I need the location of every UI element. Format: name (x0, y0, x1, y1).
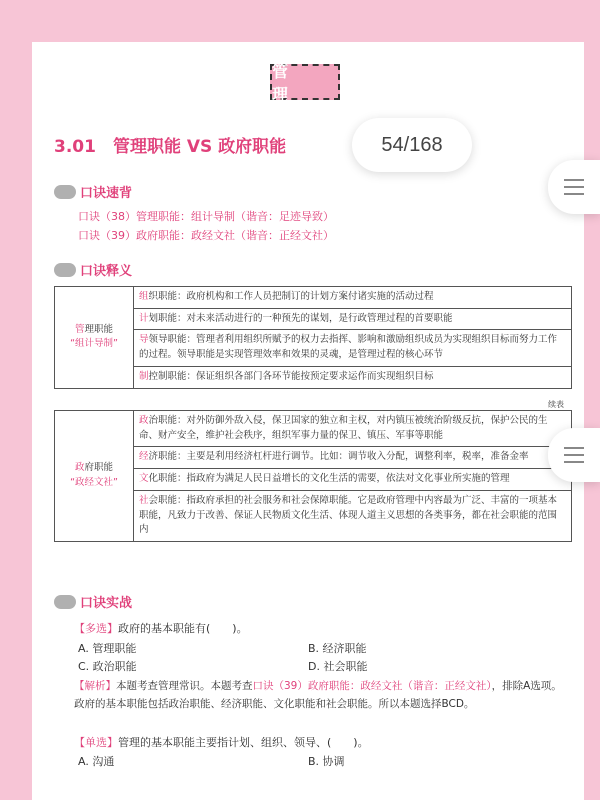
table-row: 经济职能：主要是利用经济杠杆进行调节。比如：调节收入分配，调整利率，税率，准备金率 (134, 447, 572, 469)
option-c: C. 政治职能 (78, 660, 137, 673)
table-row: 计划职能：对未来活动进行的一种预先的谋划，是行政管理过程的首要职能 (134, 308, 572, 330)
option-b: B. 协调 (308, 755, 345, 768)
option-a: A. 管理职能 (78, 642, 137, 655)
chapter-title: 管 理 (270, 64, 340, 100)
table-row: 制控制职能：保证组织各部门各环节能按预定要求运作而实现组织目标 (134, 366, 572, 388)
subhead-practice (54, 592, 132, 611)
continued-label: 续表 (548, 400, 564, 409)
watermark: 知乎 @一路花开 (410, 764, 520, 782)
option-b: B. 经济职能 (308, 642, 367, 655)
hamburger-icon (564, 447, 584, 449)
subhead-practice-label: 口诀实战 (80, 596, 133, 611)
hamburger-icon (564, 179, 584, 181)
table-row: 政治职能：对外防御外敌入侵，保卫国家的独立和主权，对内镇压被统治阶级反抗，保护公民的生命、财产安全，维护社会秩序，组织军事力量的保卫、镇压、军事等职能 (134, 411, 572, 447)
option-a: A. 沟通 (78, 755, 115, 768)
table1-mnemonic: “组计导制” (70, 338, 118, 350)
mascot-icon (54, 595, 76, 609)
menu-button[interactable] (548, 160, 600, 214)
option-d: D. 社会职能 (308, 660, 368, 673)
document-page (32, 42, 584, 800)
subhead-memorize (54, 182, 132, 201)
government-functions-table (54, 410, 572, 542)
menu-button[interactable] (548, 428, 600, 482)
table-row: 文化职能：指政府为满足人民日益增长的文化生活的需要，依法对文化事业所实施的管理 (134, 469, 572, 491)
section-title: 3.01 管理职能 VS 政府职能 (54, 137, 287, 157)
analysis: 【解析】本题考查管理常识。本题考查口诀（39）政府职能：政经文社（谐音：正经文社），排除A选项。政府的基本职能包括政治职能、经济职能、文化职能和社会职能。所以本题选择BCD。 (74, 680, 562, 710)
mascot-icon (54, 185, 76, 199)
question1-stem: 【多选】政府的基本职能有( )。 (74, 622, 248, 635)
mascot-icon (54, 263, 76, 277)
subhead-memorize-label: 口诀速背 (80, 186, 133, 201)
mnemonic-39: 口诀（39）政府职能：政经文社（谐音：正经文社） (78, 229, 334, 242)
subhead-explain-label: 口诀释义 (80, 264, 133, 279)
table2-mnemonic: “政经文社” (70, 477, 118, 489)
management-functions-table (54, 286, 572, 389)
table-row: 导领导职能：管理者利用组织所赋予的权力去指挥、影响和激励组织成员为实现组织目标而努力工作的过程。领导职能是实现管理效率和效果的灵魂，是管理过程的核心环节 (134, 330, 572, 366)
table-row: 社会职能：指政府承担的社会服务和社会保障职能。它是政府管理中内容最为广泛、丰富的一项基本职能，凡致力于改善、保证人民物质文化生活、体现人道主义思想的各类事务，都在社会职能的范围内 (134, 490, 572, 541)
table-row: 组织职能：政府机构和工作人员把制订的计划方案付诸实施的活动过程 (134, 287, 572, 309)
page-counter[interactable]: 54/168 (352, 118, 472, 172)
table2-left-cell: 政府职能 “政经文社” (55, 411, 134, 542)
question2-stem: 【单选】管理的基本职能主要指计划、组织、领导、( )。 (74, 736, 369, 749)
subhead-explain (54, 260, 132, 279)
mnemonic-38: 口诀（38）管理职能：组计导制（谐音：足迹导致） (78, 210, 334, 223)
table1-left-cell: 管理职能 “组计导制” (55, 287, 134, 389)
